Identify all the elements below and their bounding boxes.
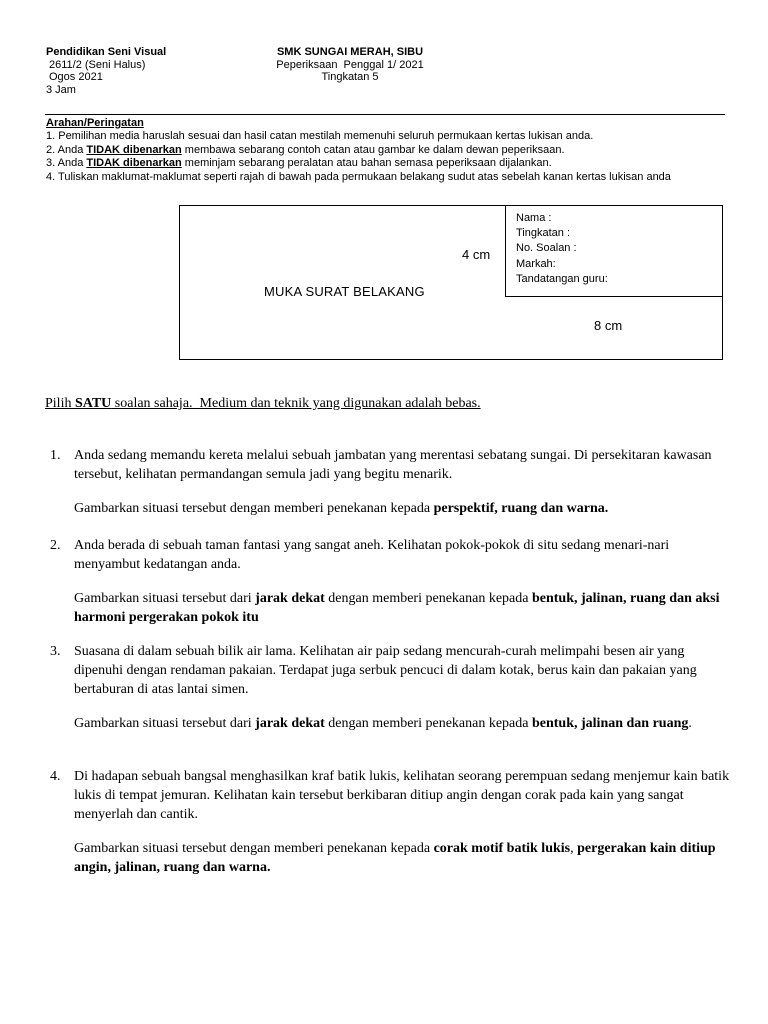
exam-date: Ogos 2021 xyxy=(49,71,103,83)
question-task: Gambarkan situasi tersebut dengan memberi penekanan kepada corak motif batik lukis, pergerakan kain ditiup angin, jalinan, ruang dan warna. xyxy=(74,841,716,875)
instruction-item: 1. Pemilihan media haruslah sesuai dan hasil catan mestilah memenuhi seluruh permukaan kertas lukisan anda. xyxy=(46,130,594,143)
instruction-item: 4. Tuliskan maklumat-maklumat seperti rajah di bawah pada permukaan belakang sudut atas sebelah kanan kertas lukisan anda xyxy=(46,170,671,183)
back-page-label: MUKA SURAT BELAKANG xyxy=(264,284,425,299)
field-question-no: No. Soalan : xyxy=(516,242,577,255)
exam-name: Peperiksaan Penggal 1/ 2021 xyxy=(276,58,424,71)
question-item xyxy=(50,446,730,518)
info-fields xyxy=(516,211,608,287)
width-dimension-label: 8 cm xyxy=(594,318,623,333)
question-number: 4. xyxy=(50,769,61,784)
field-form: Tingkatan : xyxy=(516,227,571,240)
instruction-item: 3. Anda TIDAK dibenarkan meminjam sebarang peralatan atau bahan semasa peperiksaan dijalankan. xyxy=(46,157,552,170)
field-marks: Markah: xyxy=(516,257,556,270)
question-text: Anda berada di sebuah taman fantasi yang sangat aneh. Kelihatan pokok-pokok di situ sedang menari-nari menyambut kedatangan anda. xyxy=(74,538,670,572)
instructions-section xyxy=(46,117,736,184)
question-number: 1. xyxy=(50,448,61,463)
question-text: Anda sedang memandu kereta melalui sebuah jambatan yang merentasi sebatang sungai. Di persekitaran kawasan tersebut, kelihatan permandangan semula jadi yang begitu menarik. xyxy=(74,448,712,482)
paper-code: 2611/2 (Seni Halus) xyxy=(49,58,146,71)
instruction-item: 2. Anda TIDAK dibenarkan membawa sebarang contoh catan atau gambar ke dalam dewan peperiksaan. xyxy=(46,143,565,156)
question-task: Gambarkan situasi tersebut dari jarak dekat dengan memberi penekanan kepada bentuk, jalinan dan ruang. xyxy=(74,716,692,731)
question-intro: Pilih SATU soalan sahaja. Medium dan teknik yang digunakan adalah bebas. xyxy=(45,396,481,411)
exam-duration: 3 Jam xyxy=(46,83,76,96)
form-level: Tingkatan 5 xyxy=(321,71,379,83)
question-item xyxy=(50,642,730,733)
question-text: Suasana di dalam sebuah bilik air lama. Kelihatan air paip sedang mencurah-curah melimpahi besen air yang dipenuhi dengan rendaman pakaian. Terdapat juga serbuk pencuci di dalam kotak, berus kain dan pakaian yang bertaburan di atas lantai simen. xyxy=(74,644,697,697)
school-name: SMK SUNGAI MERAH, SIBU xyxy=(276,46,424,58)
field-teacher-signature: Tandatangan guru: xyxy=(516,272,608,285)
question-item xyxy=(50,767,730,877)
question-number: 3. xyxy=(50,644,61,659)
question-item xyxy=(50,536,730,627)
question-task: Gambarkan situasi tersebut dengan memberi penekanan kepada perspektif, ruang dan warna. xyxy=(74,501,609,516)
header-divider xyxy=(45,114,725,115)
subject-title: Pendidikan Seni Visual xyxy=(46,46,167,58)
question-number: 2. xyxy=(50,538,61,553)
question-task: Gambarkan situasi tersebut dari jarak dekat dengan memberi penekanan kepada bentuk, jalinan, ruang dan aksi harmoni pergerakan pokok itu xyxy=(74,591,720,625)
exam-header-center xyxy=(240,46,460,84)
instructions-title: Arahan/Peringatan xyxy=(46,117,144,129)
exam-header-left xyxy=(46,46,166,96)
question-text: Di hadapan sebuah bangsal menghasilkan kraf batik lukis, kelihatan seorang perempuan sedang menjemur kain batik lukis di tempat jemuran. Kelihatan kain tersebut berkibaran ditiup angin dengan corak pada kain yang sangat menyerlah dan cantik. xyxy=(74,769,730,822)
field-name: Nama : xyxy=(516,212,552,224)
height-dimension-label: 4 cm xyxy=(462,247,491,262)
info-label-box xyxy=(505,205,723,297)
